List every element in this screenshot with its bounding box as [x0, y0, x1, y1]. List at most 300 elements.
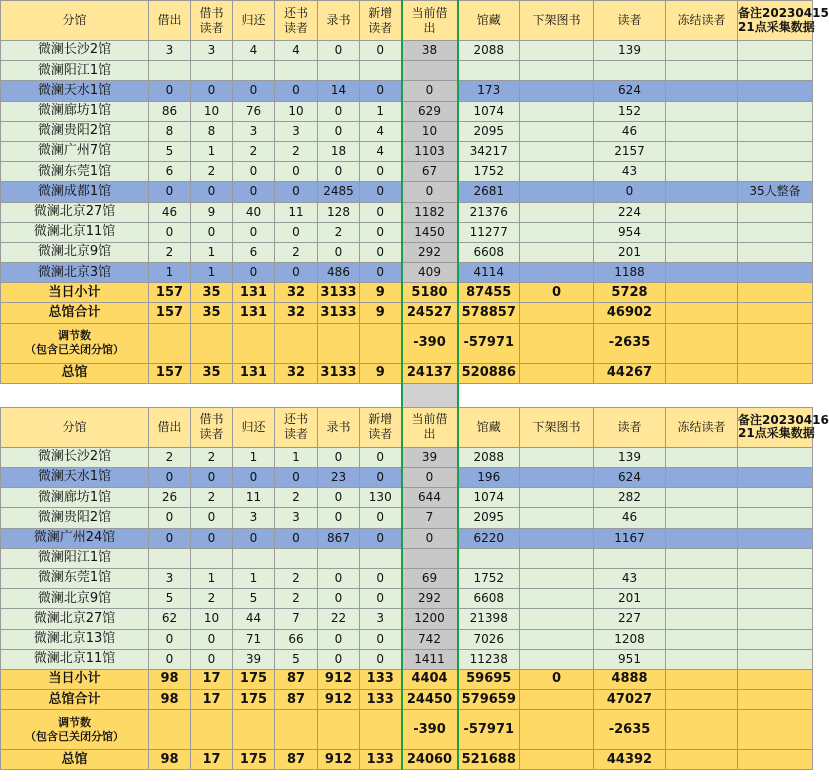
frozen-total-cell[interactable] — [666, 710, 738, 750]
summary-name-cell[interactable] — [1, 303, 149, 323]
return-cell[interactable] — [233, 548, 275, 568]
borrow-readers-cell[interactable]: 2 — [191, 488, 233, 508]
catalog-cell[interactable]: 0 — [318, 447, 360, 467]
catalog-cell[interactable]: 18 — [318, 141, 360, 161]
off-shelf-cell[interactable] — [520, 447, 594, 467]
borrow-cell[interactable]: 86 — [149, 101, 191, 121]
current-borrow-cell[interactable]: 0 — [402, 182, 458, 202]
return-readers-total-cell[interactable]: 87 — [275, 690, 318, 710]
catalog-cell[interactable] — [318, 61, 360, 81]
current-borrow-total-cell[interactable]: 5180 — [402, 283, 458, 303]
collection-cell[interactable]: 2088 — [458, 447, 520, 467]
borrow-readers-cell[interactable] — [191, 548, 233, 568]
borrow-readers-cell[interactable]: 0 — [191, 81, 233, 101]
borrow-cell[interactable]: 6 — [149, 162, 191, 182]
catalog-cell[interactable]: 0 — [318, 488, 360, 508]
readers-cell[interactable]: 1208 — [594, 629, 666, 649]
return-total-cell[interactable]: 175 — [233, 690, 275, 710]
current-borrow-cell[interactable]: 1103 — [402, 141, 458, 161]
off-shelf-cell[interactable] — [520, 548, 594, 568]
header-branch[interactable]: 分馆 — [1, 407, 149, 447]
collection-cell[interactable]: 6608 — [458, 589, 520, 609]
header-current-borrow[interactable] — [402, 407, 458, 447]
header-borrow-readers[interactable] — [191, 407, 233, 447]
note-cell[interactable] — [738, 61, 813, 81]
current-borrow-cell[interactable]: 0 — [402, 81, 458, 101]
catalog-cell[interactable]: 128 — [318, 202, 360, 222]
collection-cell[interactable]: 6220 — [458, 528, 520, 548]
readers-total-cell[interactable]: 4888 — [594, 669, 666, 689]
catalog-cell[interactable]: 0 — [318, 101, 360, 121]
return-cell[interactable]: 39 — [233, 649, 275, 669]
return-readers-total-cell[interactable]: 32 — [275, 283, 318, 303]
header-frozen[interactable] — [666, 407, 738, 447]
note-cell[interactable] — [738, 528, 813, 548]
note-total-cell[interactable] — [738, 283, 813, 303]
branch-name-cell[interactable]: 微澜北京11馆 — [1, 222, 149, 242]
summary-name-cell[interactable] — [1, 283, 149, 303]
readers-total-cell[interactable]: -2635 — [594, 710, 666, 750]
return-readers-cell[interactable]: 0 — [275, 222, 318, 242]
readers-cell[interactable]: 43 — [594, 568, 666, 588]
branch-name-cell[interactable]: 微澜广州24馆 — [1, 528, 149, 548]
collection-cell[interactable]: 21376 — [458, 202, 520, 222]
borrow-readers-cell[interactable]: 10 — [191, 609, 233, 629]
off-shelf-total-cell[interactable] — [520, 710, 594, 750]
header-new-readers[interactable] — [360, 1, 402, 41]
borrow-cell[interactable]: 8 — [149, 121, 191, 141]
off-shelf-cell[interactable] — [520, 468, 594, 488]
branch-name-cell[interactable]: 微澜贵阳2馆 — [1, 508, 149, 528]
return-readers-cell[interactable]: 11 — [275, 202, 318, 222]
borrow-readers-cell[interactable]: 0 — [191, 649, 233, 669]
return-readers-cell[interactable]: 10 — [275, 101, 318, 121]
return-cell[interactable]: 0 — [233, 528, 275, 548]
current-borrow-cell[interactable]: 38 — [402, 41, 458, 61]
collection-total-cell[interactable]: 520886 — [458, 363, 520, 383]
current-borrow-cell[interactable]: 409 — [402, 263, 458, 283]
frozen-total-cell[interactable] — [666, 669, 738, 689]
borrow-readers-cell[interactable]: 0 — [191, 222, 233, 242]
return-readers-total-cell[interactable]: 87 — [275, 669, 318, 689]
borrow-cell[interactable]: 0 — [149, 508, 191, 528]
current-borrow-total-cell[interactable]: 24137 — [402, 363, 458, 383]
catalog-total-cell[interactable]: 3133 — [318, 283, 360, 303]
note-cell[interactable] — [738, 141, 813, 161]
readers-total-cell[interactable]: 44267 — [594, 363, 666, 383]
borrow-total-cell[interactable] — [149, 710, 191, 750]
note-cell[interactable] — [738, 548, 813, 568]
note-cell[interactable] — [738, 629, 813, 649]
return-readers-total-cell[interactable] — [275, 323, 318, 363]
borrow-readers-total-cell[interactable]: 35 — [191, 283, 233, 303]
header-return-readers[interactable] — [275, 407, 318, 447]
readers-cell[interactable] — [594, 61, 666, 81]
borrow-readers-cell[interactable]: 0 — [191, 468, 233, 488]
new-readers-cell[interactable]: 0 — [360, 162, 402, 182]
new-readers-cell[interactable]: 0 — [360, 41, 402, 61]
borrow-cell[interactable]: 26 — [149, 488, 191, 508]
catalog-cell[interactable]: 0 — [318, 649, 360, 669]
note-total-cell[interactable] — [738, 750, 813, 770]
return-cell[interactable]: 0 — [233, 182, 275, 202]
new-readers-cell[interactable]: 0 — [360, 649, 402, 669]
return-cell[interactable]: 2 — [233, 141, 275, 161]
current-borrow-total-cell[interactable]: 24450 — [402, 690, 458, 710]
return-readers-total-cell[interactable]: 87 — [275, 750, 318, 770]
new-readers-cell[interactable]: 0 — [360, 508, 402, 528]
off-shelf-cell[interactable] — [520, 41, 594, 61]
current-borrow-cell[interactable]: 7 — [402, 508, 458, 528]
catalog-total-cell[interactable] — [318, 710, 360, 750]
borrow-cell[interactable]: 5 — [149, 141, 191, 161]
borrow-cell[interactable] — [149, 61, 191, 81]
collection-cell[interactable]: 7026 — [458, 629, 520, 649]
return-readers-cell[interactable]: 2 — [275, 488, 318, 508]
branch-name-cell[interactable]: 微澜东莞1馆 — [1, 162, 149, 182]
frozen-cell[interactable] — [666, 528, 738, 548]
borrow-cell[interactable]: 3 — [149, 568, 191, 588]
current-borrow-cell[interactable] — [402, 61, 458, 81]
return-readers-cell[interactable]: 0 — [275, 528, 318, 548]
borrow-readers-cell[interactable]: 2 — [191, 162, 233, 182]
catalog-cell[interactable]: 0 — [318, 568, 360, 588]
branch-name-cell[interactable]: 微澜东莞1馆 — [1, 568, 149, 588]
return-readers-total-cell[interactable] — [275, 710, 318, 750]
frozen-cell[interactable] — [666, 141, 738, 161]
off-shelf-cell[interactable] — [520, 222, 594, 242]
borrow-total-cell[interactable]: 157 — [149, 303, 191, 323]
return-readers-cell[interactable]: 2 — [275, 141, 318, 161]
return-cell[interactable]: 76 — [233, 101, 275, 121]
return-readers-total-cell[interactable]: 32 — [275, 303, 318, 323]
branch-name-cell[interactable]: 微澜天水1馆 — [1, 81, 149, 101]
frozen-cell[interactable] — [666, 468, 738, 488]
return-readers-total-cell[interactable]: 32 — [275, 363, 318, 383]
catalog-cell[interactable]: 0 — [318, 508, 360, 528]
borrow-cell[interactable]: 62 — [149, 609, 191, 629]
borrow-cell[interactable]: 5 — [149, 589, 191, 609]
note-cell[interactable] — [738, 263, 813, 283]
catalog-cell[interactable]: 22 — [318, 609, 360, 629]
new-readers-cell[interactable] — [360, 548, 402, 568]
catalog-cell[interactable]: 23 — [318, 468, 360, 488]
branch-name-cell[interactable]: 微澜北京11馆 — [1, 649, 149, 669]
note-cell[interactable]: 35人整备 — [738, 182, 813, 202]
catalog-cell[interactable]: 486 — [318, 263, 360, 283]
new-readers-total-cell[interactable] — [360, 323, 402, 363]
new-readers-total-cell[interactable]: 9 — [360, 303, 402, 323]
frozen-cell[interactable] — [666, 101, 738, 121]
off-shelf-cell[interactable] — [520, 528, 594, 548]
off-shelf-cell[interactable] — [520, 488, 594, 508]
current-borrow-cell[interactable]: 39 — [402, 447, 458, 467]
borrow-readers-cell[interactable]: 3 — [191, 41, 233, 61]
off-shelf-total-cell[interactable] — [520, 690, 594, 710]
borrow-total-cell[interactable]: 98 — [149, 750, 191, 770]
note-cell[interactable] — [738, 649, 813, 669]
collection-cell[interactable]: 1752 — [458, 568, 520, 588]
borrow-readers-total-cell[interactable]: 35 — [191, 303, 233, 323]
readers-cell[interactable]: 152 — [594, 101, 666, 121]
return-readers-cell[interactable]: 0 — [275, 182, 318, 202]
branch-name-cell[interactable]: 微澜阳江1馆 — [1, 548, 149, 568]
current-borrow-cell[interactable]: 292 — [402, 589, 458, 609]
new-readers-cell[interactable]: 0 — [360, 589, 402, 609]
catalog-cell[interactable]: 14 — [318, 81, 360, 101]
borrow-readers-cell[interactable]: 1 — [191, 568, 233, 588]
return-cell[interactable]: 0 — [233, 81, 275, 101]
borrow-readers-cell[interactable]: 0 — [191, 528, 233, 548]
off-shelf-cell[interactable] — [520, 508, 594, 528]
frozen-total-cell[interactable] — [666, 690, 738, 710]
off-shelf-cell[interactable] — [520, 141, 594, 161]
readers-cell[interactable]: 46 — [594, 508, 666, 528]
frozen-cell[interactable] — [666, 589, 738, 609]
return-readers-cell[interactable]: 0 — [275, 81, 318, 101]
current-borrow-total-cell[interactable]: 24060 — [402, 750, 458, 770]
return-readers-cell[interactable]: 2 — [275, 242, 318, 262]
note-total-cell[interactable] — [738, 710, 813, 750]
return-readers-cell[interactable]: 1 — [275, 447, 318, 467]
header-collection[interactable] — [458, 407, 520, 447]
catalog-cell[interactable]: 0 — [318, 41, 360, 61]
catalog-total-cell[interactable]: 912 — [318, 690, 360, 710]
readers-cell[interactable]: 43 — [594, 162, 666, 182]
borrow-cell[interactable]: 0 — [149, 182, 191, 202]
return-readers-cell[interactable] — [275, 548, 318, 568]
header-branch[interactable]: 分馆 — [1, 1, 149, 41]
note-cell[interactable] — [738, 162, 813, 182]
off-shelf-cell[interactable] — [520, 121, 594, 141]
note-cell[interactable] — [738, 589, 813, 609]
branch-name-cell[interactable]: 微澜成都1馆 — [1, 182, 149, 202]
return-cell[interactable]: 0 — [233, 162, 275, 182]
off-shelf-cell[interactable] — [520, 629, 594, 649]
return-readers-cell[interactable]: 0 — [275, 263, 318, 283]
note-total-cell[interactable] — [738, 669, 813, 689]
frozen-cell[interactable] — [666, 629, 738, 649]
borrow-cell[interactable]: 2 — [149, 447, 191, 467]
new-readers-cell[interactable]: 0 — [360, 242, 402, 262]
new-readers-cell[interactable]: 1 — [360, 101, 402, 121]
off-shelf-total-cell[interactable] — [520, 363, 594, 383]
collection-total-cell[interactable]: 579659 — [458, 690, 520, 710]
branch-name-cell[interactable]: 微澜北京27馆 — [1, 609, 149, 629]
new-readers-total-cell[interactable]: 133 — [360, 750, 402, 770]
note-total-cell[interactable] — [738, 363, 813, 383]
current-borrow-cell[interactable]: 10 — [402, 121, 458, 141]
borrow-cell[interactable]: 46 — [149, 202, 191, 222]
borrow-total-cell[interactable]: 157 — [149, 363, 191, 383]
new-readers-cell[interactable]: 0 — [360, 182, 402, 202]
collection-cell[interactable]: 11277 — [458, 222, 520, 242]
off-shelf-total-cell[interactable] — [520, 323, 594, 363]
branch-name-cell[interactable]: 微澜北京27馆 — [1, 202, 149, 222]
off-shelf-cell[interactable] — [520, 589, 594, 609]
new-readers-cell[interactable]: 0 — [360, 629, 402, 649]
borrow-cell[interactable]: 0 — [149, 528, 191, 548]
borrow-total-cell[interactable]: 98 — [149, 690, 191, 710]
note-cell[interactable] — [738, 121, 813, 141]
borrow-readers-cell[interactable]: 8 — [191, 121, 233, 141]
frozen-cell[interactable] — [666, 263, 738, 283]
new-readers-cell[interactable]: 0 — [360, 528, 402, 548]
return-cell[interactable]: 4 — [233, 41, 275, 61]
header-off-shelf[interactable] — [520, 1, 594, 41]
catalog-cell[interactable]: 0 — [318, 589, 360, 609]
collection-total-cell[interactable]: 578857 — [458, 303, 520, 323]
note-cell[interactable] — [738, 202, 813, 222]
frozen-cell[interactable] — [666, 81, 738, 101]
collection-total-cell[interactable]: -57971 — [458, 710, 520, 750]
readers-cell[interactable]: 227 — [594, 609, 666, 629]
off-shelf-cell[interactable] — [520, 568, 594, 588]
frozen-cell[interactable] — [666, 41, 738, 61]
readers-cell[interactable]: 2157 — [594, 141, 666, 161]
return-total-cell[interactable]: 131 — [233, 303, 275, 323]
off-shelf-cell[interactable] — [520, 182, 594, 202]
off-shelf-cell[interactable] — [520, 649, 594, 669]
new-readers-cell[interactable]: 0 — [360, 263, 402, 283]
borrow-readers-total-cell[interactable]: 17 — [191, 669, 233, 689]
note-cell[interactable] — [738, 568, 813, 588]
current-borrow-cell[interactable]: 292 — [402, 242, 458, 262]
new-readers-cell[interactable] — [360, 61, 402, 81]
readers-total-cell[interactable]: 44392 — [594, 750, 666, 770]
off-shelf-total-cell[interactable] — [520, 750, 594, 770]
new-readers-cell[interactable]: 0 — [360, 222, 402, 242]
current-borrow-cell[interactable]: 629 — [402, 101, 458, 121]
header-note[interactable] — [738, 1, 829, 41]
return-readers-cell[interactable]: 5 — [275, 649, 318, 669]
summary-name-cell[interactable] — [1, 690, 149, 710]
borrow-readers-total-cell[interactable] — [191, 710, 233, 750]
return-cell[interactable] — [233, 61, 275, 81]
current-borrow-cell[interactable]: 0 — [402, 468, 458, 488]
off-shelf-cell[interactable] — [520, 162, 594, 182]
collection-cell[interactable]: 4114 — [458, 263, 520, 283]
return-cell[interactable]: 1 — [233, 447, 275, 467]
borrow-cell[interactable]: 0 — [149, 81, 191, 101]
catalog-cell[interactable]: 0 — [318, 629, 360, 649]
off-shelf-cell[interactable] — [520, 242, 594, 262]
branch-name-cell[interactable]: 微澜北京13馆 — [1, 629, 149, 649]
note-cell[interactable] — [738, 41, 813, 61]
summary-name-cell[interactable] — [1, 750, 149, 770]
branch-name-cell[interactable]: 微澜阳江1馆 — [1, 61, 149, 81]
frozen-cell[interactable] — [666, 61, 738, 81]
borrow-cell[interactable]: 0 — [149, 468, 191, 488]
new-readers-cell[interactable]: 0 — [360, 81, 402, 101]
borrow-cell[interactable]: 3 — [149, 41, 191, 61]
return-total-cell[interactable] — [233, 710, 275, 750]
current-borrow-cell[interactable] — [402, 548, 458, 568]
off-shelf-cell[interactable] — [520, 263, 594, 283]
return-cell[interactable]: 0 — [233, 263, 275, 283]
summary-name-cell[interactable] — [1, 669, 149, 689]
catalog-cell[interactable]: 0 — [318, 242, 360, 262]
borrow-readers-cell[interactable]: 0 — [191, 629, 233, 649]
return-readers-cell[interactable]: 4 — [275, 41, 318, 61]
return-readers-cell[interactable]: 66 — [275, 629, 318, 649]
readers-cell[interactable]: 282 — [594, 488, 666, 508]
borrow-total-cell[interactable]: 157 — [149, 283, 191, 303]
borrow-readers-cell[interactable]: 1 — [191, 141, 233, 161]
note-cell[interactable] — [738, 488, 813, 508]
branch-name-cell[interactable]: 微澜北京9馆 — [1, 242, 149, 262]
frozen-cell[interactable] — [666, 508, 738, 528]
current-borrow-cell[interactable]: 1411 — [402, 649, 458, 669]
borrow-readers-cell[interactable]: 9 — [191, 202, 233, 222]
summary-name-cell[interactable] — [1, 363, 149, 383]
borrow-cell[interactable]: 0 — [149, 222, 191, 242]
branch-name-cell[interactable]: 微澜广州7馆 — [1, 141, 149, 161]
borrow-readers-total-cell[interactable]: 17 — [191, 690, 233, 710]
readers-total-cell[interactable]: 5728 — [594, 283, 666, 303]
off-shelf-total-cell[interactable]: 0 — [520, 283, 594, 303]
collection-cell[interactable]: 1074 — [458, 101, 520, 121]
frozen-cell[interactable] — [666, 162, 738, 182]
borrow-cell[interactable] — [149, 548, 191, 568]
collection-cell[interactable]: 2095 — [458, 508, 520, 528]
catalog-total-cell[interactable]: 912 — [318, 669, 360, 689]
collection-cell[interactable] — [458, 548, 520, 568]
readers-cell[interactable]: 1167 — [594, 528, 666, 548]
new-readers-cell[interactable]: 0 — [360, 202, 402, 222]
return-readers-cell[interactable] — [275, 61, 318, 81]
header-catalog[interactable] — [318, 407, 360, 447]
return-cell[interactable]: 6 — [233, 242, 275, 262]
return-readers-cell[interactable]: 3 — [275, 508, 318, 528]
readers-cell[interactable]: 954 — [594, 222, 666, 242]
borrow-total-cell[interactable]: 98 — [149, 669, 191, 689]
current-borrow-cell[interactable]: 69 — [402, 568, 458, 588]
borrow-cell[interactable]: 0 — [149, 649, 191, 669]
note-cell[interactable] — [738, 242, 813, 262]
return-readers-cell[interactable]: 3 — [275, 121, 318, 141]
branch-name-cell[interactable]: 微澜贵阳2馆 — [1, 121, 149, 141]
collection-cell[interactable]: 173 — [458, 81, 520, 101]
catalog-total-cell[interactable] — [318, 323, 360, 363]
note-cell[interactable] — [738, 508, 813, 528]
return-cell[interactable]: 40 — [233, 202, 275, 222]
return-cell[interactable]: 44 — [233, 609, 275, 629]
return-cell[interactable]: 71 — [233, 629, 275, 649]
header-borrow-readers[interactable] — [191, 1, 233, 41]
off-shelf-cell[interactable] — [520, 101, 594, 121]
return-cell[interactable]: 5 — [233, 589, 275, 609]
return-total-cell[interactable]: 131 — [233, 363, 275, 383]
readers-cell[interactable]: 951 — [594, 649, 666, 669]
readers-cell[interactable]: 201 — [594, 242, 666, 262]
collection-total-cell[interactable]: -57971 — [458, 323, 520, 363]
borrow-cell[interactable]: 2 — [149, 242, 191, 262]
summary-name-cell[interactable] — [1, 710, 149, 750]
current-borrow-total-cell[interactable]: -390 — [402, 323, 458, 363]
return-readers-cell[interactable]: 2 — [275, 568, 318, 588]
collection-cell[interactable] — [458, 61, 520, 81]
frozen-total-cell[interactable] — [666, 283, 738, 303]
return-cell[interactable]: 3 — [233, 121, 275, 141]
return-cell[interactable]: 0 — [233, 468, 275, 488]
current-borrow-total-cell[interactable]: 24527 — [402, 303, 458, 323]
borrow-readers-total-cell[interactable] — [191, 323, 233, 363]
branch-name-cell[interactable]: 微澜廊坊1馆 — [1, 101, 149, 121]
off-shelf-cell[interactable] — [520, 61, 594, 81]
new-readers-cell[interactable]: 0 — [360, 447, 402, 467]
current-borrow-total-cell[interactable]: 4404 — [402, 669, 458, 689]
